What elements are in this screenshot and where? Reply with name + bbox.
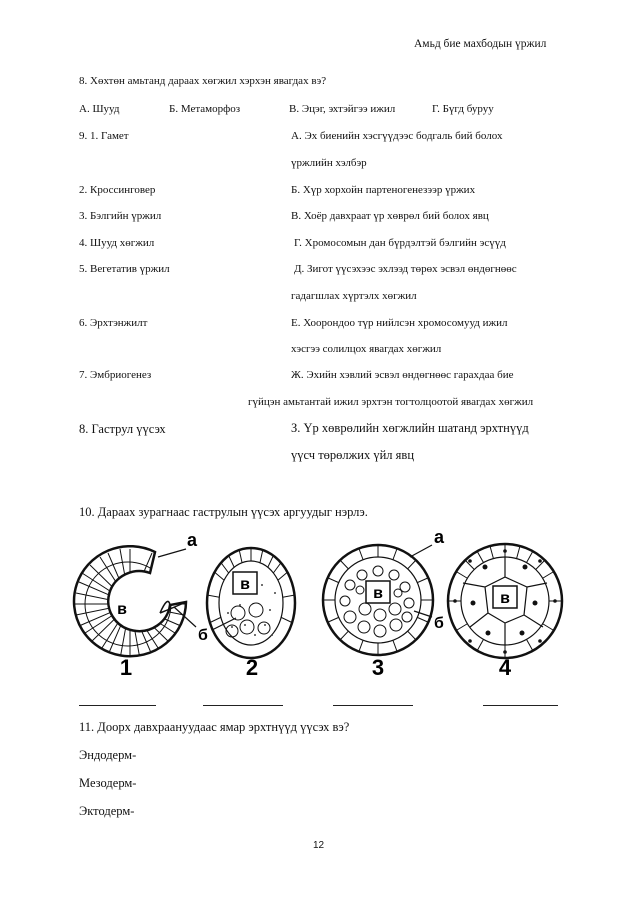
q9-right-item: А. Эх биенийн хэсгүүдээс бодгаль бий болох [291, 130, 503, 142]
figure-number: 2 [245, 655, 259, 680]
page-number: 12 [313, 840, 325, 851]
question-8: 8. Хөхтөн амьтанд дараах хөгжил хэрхэн явагдах вэ? [79, 75, 327, 87]
question-11: 11. Доорх давхраануудаас ямар эрхтнүүд үүсэх вэ? [79, 720, 350, 734]
label-b: б [434, 615, 444, 632]
q9-right-item: Ж. Эхийн хэвлий эсвэл өндөгнөөс гарахдаа бие [291, 369, 514, 381]
q9-left-item: 7. Эмбриогенез [79, 369, 152, 381]
label-v: в [373, 585, 383, 602]
figure-1 [74, 546, 186, 680]
q9-left-item: 2. Кроссинговер [79, 184, 156, 196]
answer-blank-3[interactable] [333, 705, 413, 706]
q9-left-item: 3. Бэлгийн үржил [79, 210, 162, 222]
answer-blank-2[interactable] [203, 705, 283, 706]
label-a: а [186, 530, 198, 550]
q9-right-item: хэсгээ солилцох явагдах хөгжил [291, 343, 442, 355]
q11-item-endoderm: Эндодерм- [79, 748, 137, 762]
q9-left-item: 5. Вегетатив үржил [79, 263, 170, 275]
figure-number: 1 [119, 655, 133, 680]
q11-item-mesoderm: Мезодерм- [79, 776, 137, 790]
q8-option-d: Г. Бүгд буруу [432, 103, 494, 115]
answer-blank-1[interactable] [79, 705, 156, 706]
q11-item-ectoderm: Эктодерм- [79, 804, 135, 818]
q9-right-item: Д. Зигот үүсэхээс эхлээд төрөх эсвэл өндөгнөөс [294, 263, 517, 275]
label-v: в [117, 601, 127, 618]
q9-right-item: үржлийн хэлбэр [291, 157, 367, 169]
q9-left-item: 6. Эрхтэнжилт [79, 317, 148, 329]
q9-right-item: үүсч төрөлжих үйл явц [291, 448, 415, 462]
q9-left-item: 4. Шууд хөгжил [79, 237, 155, 249]
figure-number: 4 [498, 655, 512, 680]
q8-option-b: Б. Метаморфоз [169, 103, 241, 115]
label-b: б [198, 627, 208, 644]
q9-left-item: 8. Гаструл үүсэх [79, 422, 166, 436]
q9-right-item: гүйцэн амьтантай ижил эрхтэн тогтолцоотой явагдах хөгжил [248, 396, 534, 408]
page-header: Амьд бие махбодын үржил [414, 38, 547, 50]
label-v: в [500, 590, 510, 607]
gastrulation-figure [0, 515, 638, 680]
q9-right-item: Е. Хоорондоо түр нийлсэн хромосомууд ижил [291, 317, 508, 329]
figure-number: 3 [371, 655, 385, 680]
figure-4 [448, 544, 562, 680]
q8-option-a: А. Шууд [79, 103, 120, 115]
q9-right-item: З. Үр хөврөлийн хөгжлийн шатанд эрхтнүүд [291, 421, 529, 435]
q9-right-item: гадагшлах хүртэлх хөгжил [291, 290, 417, 302]
q9-right-item: Г. Хромосомын дан бүрдэлтэй бэлгийн эсүүд [294, 237, 506, 249]
figure-2 [200, 548, 295, 680]
q9-right-item: В. Хоёр давхраат үр хөврөл бий болох явц [291, 210, 489, 222]
q8-option-c: В. Эцэг, эхтэйгээ ижил [289, 103, 396, 115]
q9-left-item: 9. 1. Гамет [79, 130, 129, 142]
label-a: а [433, 527, 445, 547]
label-v: в [240, 576, 250, 593]
q9-right-item: Б. Хүр хорхойн партеногенезээр үржих [291, 184, 476, 196]
answer-blank-4[interactable] [483, 705, 558, 706]
question-10: 10. Дараах зурагнаас гаструлын үүсэх аргуудыг нэрлэ. [79, 505, 368, 519]
